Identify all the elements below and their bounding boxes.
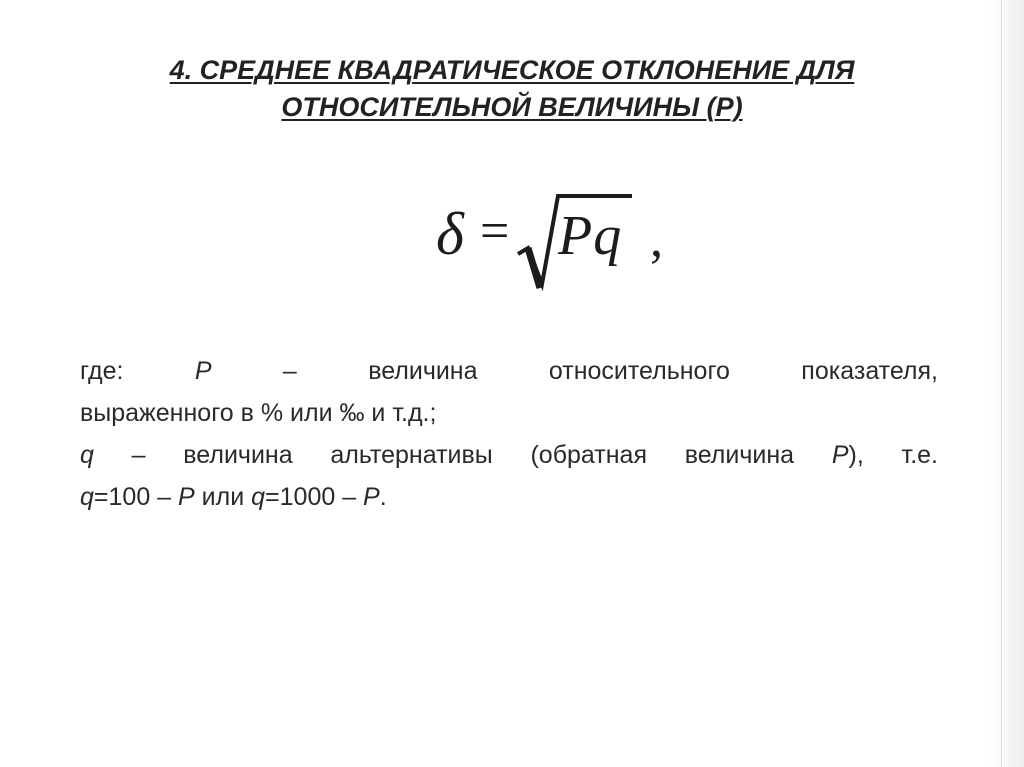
formula-equals-sign: =: [480, 203, 510, 260]
slide-right-edge-line: [1001, 0, 1002, 767]
legend-q-eq2-q: q: [251, 483, 266, 511]
legend-q-description-b: ), т.е.: [848, 441, 938, 469]
legend-q-description-a: – величина альтернативы (обратная величина: [93, 441, 832, 469]
legend-q-eq2-p: Р: [363, 483, 380, 511]
legend-p-variable: Р: [194, 357, 212, 385]
legend-q-period: .: [379, 483, 387, 511]
slide-title-line-2: ОТНОСИТЕЛЬНОЙ ВЕЛИЧИНЫ (Р): [281, 92, 743, 122]
legend-p-line-1: [80, 350, 938, 392]
formula-delta-symbol: δ: [436, 201, 464, 267]
legend-p-description: – величина относительного показателя,: [211, 357, 938, 385]
legend-q-eq1-q: q: [80, 483, 94, 511]
legend-q-variable: q: [80, 441, 94, 469]
formula: [432, 192, 692, 296]
legend-p-prefix: где:: [80, 357, 195, 385]
legend-q-p-reference: Р: [831, 441, 849, 469]
slide-title-line-1: 4. СРЕДНЕЕ КВАДРАТИЧЕСКОЕ ОТКЛОНЕНИЕ ДЛЯ: [169, 55, 855, 85]
legend-paragraph-p: [80, 350, 938, 434]
slide-right-edge-shadow: [988, 0, 1024, 767]
legend-q-or: или: [194, 483, 252, 511]
formula-comma: ,: [650, 211, 663, 268]
legend-q-eq1-a: =100 –: [93, 483, 179, 511]
legend-q-line-2: [80, 476, 938, 518]
legend-text: [80, 350, 938, 518]
slide-title: [80, 52, 944, 126]
legend-paragraph-q: [80, 434, 938, 518]
legend-q-line-1: [80, 434, 938, 476]
legend-p-line-2: выраженного в % или ‰ и т.д.;: [80, 399, 437, 427]
legend-q-eq1-p: Р: [178, 483, 195, 511]
formula-radicand: Pq: [558, 205, 623, 267]
legend-q-eq2-a: =1000 –: [265, 483, 364, 511]
